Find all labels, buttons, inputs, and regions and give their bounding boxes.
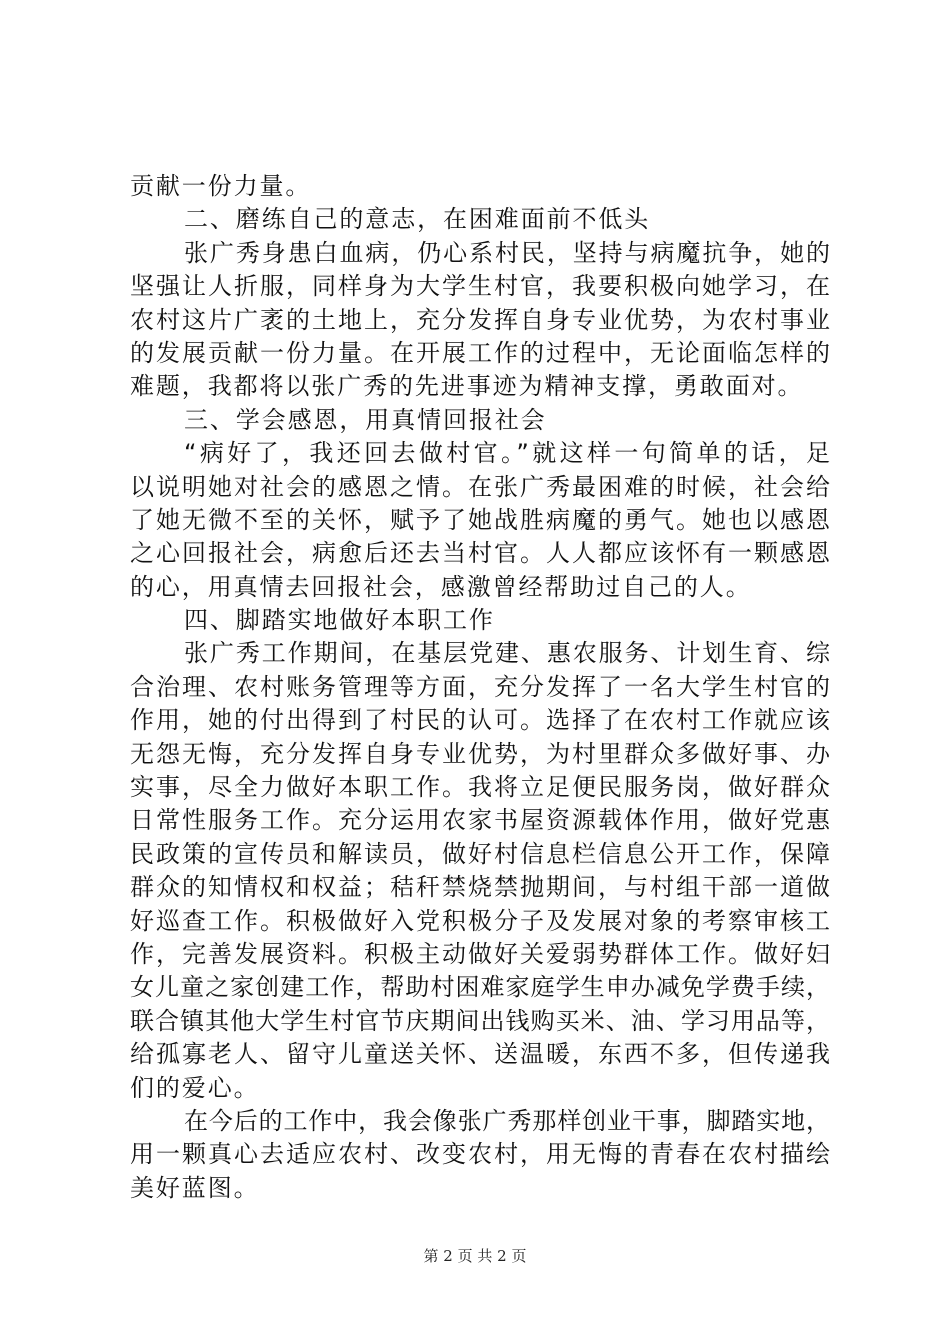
text-line: 无怨无悔，充分发挥自身专业优势，为村里群众多做好事、办	[130, 739, 830, 768]
text-line: 好巡查工作。积极做好入党积极分子及发展对象的考察审核工	[130, 906, 830, 935]
text-line: 实事，尽全力做好本职工作。我将立足便民服务岗，做好群众	[130, 773, 830, 802]
text-line: 以说明她对社会的感恩之情。在张广秀最困难的时候，社会给	[130, 472, 830, 501]
text-line: 给孤寡老人、留守儿童送关怀、送温暖，东西不多，但传递我	[130, 1040, 830, 1069]
text-line: 们的爱心。	[130, 1073, 260, 1102]
text-line: 民政策的宣传员和解读员，做好村信息栏信息公开工作，保障	[130, 839, 830, 868]
text-line: 用一颗真心去适应农村、改变农村，用无悔的青春在农村描绘	[130, 1140, 830, 1169]
text-line: 农村这片广袤的土地上，充分发挥自身专业优势，为农村事业	[130, 305, 830, 334]
document-body	[130, 170, 830, 1205]
text-line: 作用，她的付出得到了村民的认可。选择了在农村工作就应该	[130, 706, 830, 735]
text-line: 群众的知情权和权益；秸秆禁烧禁抛期间，与村组干部一道做	[130, 873, 830, 902]
text-line: 张广秀工作期间，在基层党建、惠农服务、计划生育、综	[184, 639, 830, 668]
text-line: 女儿童之家创建工作，帮助村困难家庭学生申办减免学费手续，	[130, 973, 830, 1002]
text-line: “病好了，我还回去做村官。”就这样一句简单的话，足	[184, 439, 830, 468]
text-line: 难题，我都将以张广秀的先进事迹为精神支撑，勇敢面对。	[130, 372, 804, 401]
text-line: 合治理、农村账务管理等方面，充分发挥了一名大学生村官的	[130, 672, 830, 701]
page-number-footer: 第 2 页 共 2 页	[423, 1247, 527, 1265]
text-line: 日常性服务工作。充分运用农家书屋资源载体作用，做好党惠	[130, 806, 830, 835]
text-line: 在今后的工作中，我会像张广秀那样创业干事，脚踏实地，	[184, 1106, 830, 1135]
text-line: 联合镇其他大学生村官节庆期间出钱购买米、油、学习用品等，	[130, 1006, 830, 1035]
text-line: 作，完善发展资料。积极主动做好关爱弱势群体工作。做好妇	[130, 939, 830, 968]
text-line: 张广秀身患白血病，仍心系村民，坚持与病魔抗争，她的	[184, 238, 830, 267]
text-line: 之心回报社会，病愈后还去当村官。人人都应该怀有一颗感恩	[130, 539, 830, 568]
text-line: 贡献一份力量。	[130, 172, 312, 200]
section-heading: 二、磨练自己的意志，在困难面前不低头	[184, 205, 651, 234]
text-line: 坚强让人折服，同样身为大学生村官，我要积极向她学习，在	[130, 272, 830, 301]
text-line: 了她无微不至的关怀，赋予了她战胜病魔的勇气。她也以感恩	[130, 505, 830, 534]
text-line: 的心，用真情去回报社会，感激曾经帮助过自己的人。	[130, 572, 752, 601]
text-line: 的发展贡献一份力量。在开展工作的过程中，无论面临怎样的	[130, 338, 830, 367]
section-heading: 三、学会感恩，用真情回报社会	[184, 405, 547, 434]
text-line: 美好蓝图。	[130, 1173, 260, 1202]
section-heading: 四、脚踏实地做好本职工作	[184, 606, 495, 635]
